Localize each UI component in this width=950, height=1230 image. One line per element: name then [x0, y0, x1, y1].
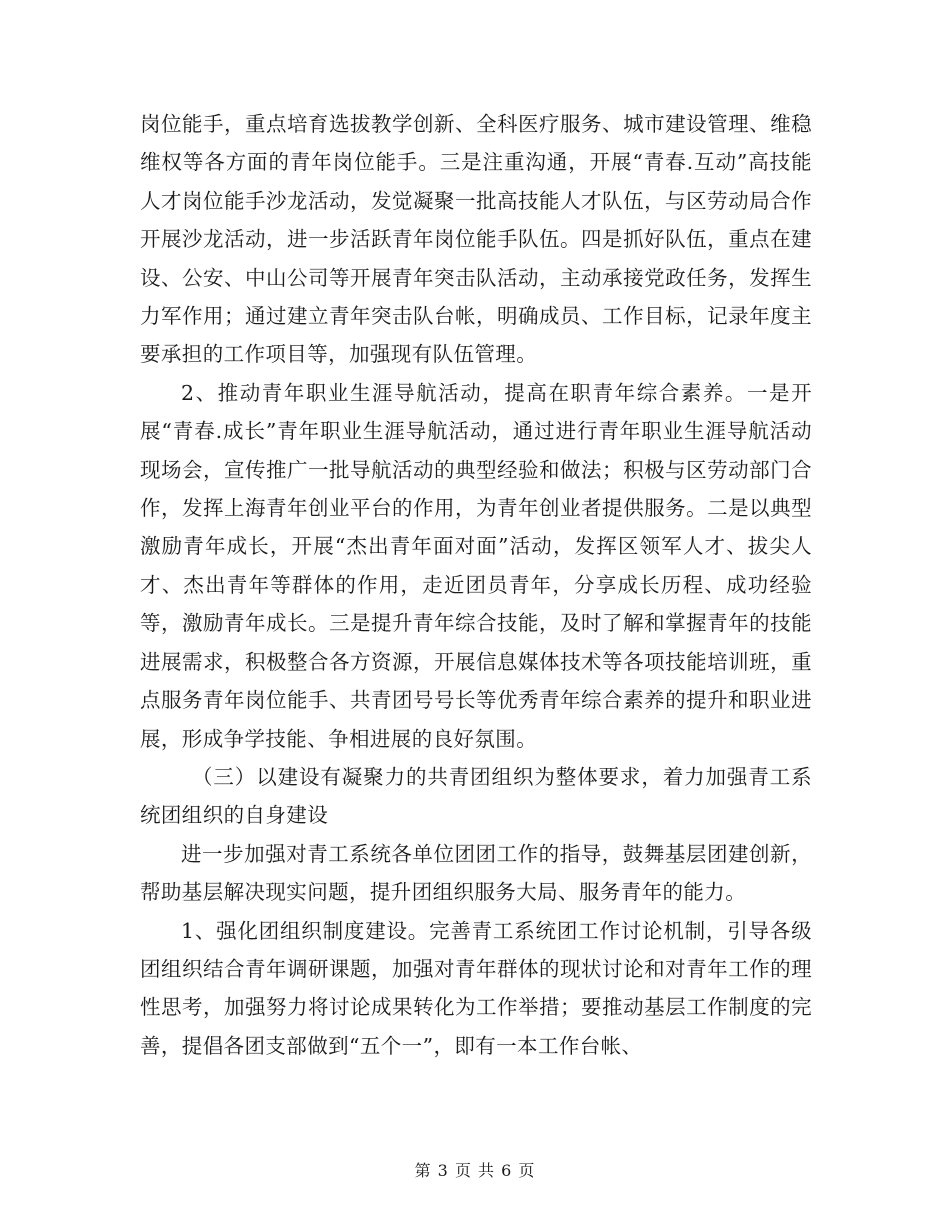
section-heading-3: （三）以建设有凝聚力的共青团组织为整体要求，着力加强青工系统团组织的自身建设	[140, 764, 812, 828]
footer-prefix: 第	[414, 1161, 432, 1180]
footer-current-page: 3	[437, 1161, 449, 1180]
paragraph-5: 1、强化团组织制度建设。完善青工系统团工作讨论机制，引导各级团组织结合青年调研课题，加强对青年群体的现状讨论和对青年工作的理性思考，加强努力将讨论成果转化为工作举措；要推动基层工作制度的完善，提倡各团支部做到“五个一”，即有一本工作台帐、	[140, 918, 812, 1058]
paragraph-2: 2、推动青年职业生涯导航活动，提高在职青年综合素养。一是开展“青春.成长”青年职业生涯导航活动，通过进行青年职业生涯导航活动现场会，宣传推广一批导航活动的典型经验和做法；积极与区劳动部门合作，发挥上海青年创业平台的作用，为青年创业者提供服务。二是以典型激励青年成长，开展“杰出青年面对面”活动，发挥区领军人才、拔尖人才、杰出青年等群体的作用，走近团员青年，分享成长历程、成功经验等，激励青年成长。三是提升青年综合技能，及时了解和掌握青年的技能进展需求，积极整合各方资源，开展信息媒体技术等各项技能培训班，重点服务青年岗位能手、共青团号号长等优秀青年综合素养的提升和职业进展，形成争学技能、争相进展的良好氛围。	[140, 380, 812, 751]
paragraph-4: 进一步加强对青工系统各单位团团工作的指导，鼓舞基层团建创新，帮助基层解决现实问题，提升团组织服务大局、服务青年的能力。	[140, 841, 812, 905]
document-body	[140, 105, 812, 1065]
footer-middle: 页 共	[454, 1161, 496, 1180]
footer-suffix: 页	[518, 1161, 536, 1180]
paragraph-1: 岗位能手，重点培育选拔教学创新、全科医疗服务、城市建设管理、维稳维权等各方面的青年岗位能手。三是注重沟通，开展“青春.互动”高技能人才岗位能手沙龙活动，发觉凝聚一批高技能人才队伍，与区劳动局合作开展沙龙活动，进一步活跃青年岗位能手队伍。四是抓好队伍，重点在建设、公安、中山公司等开展青年突击队活动，主动承接党政任务，发挥生力军作用；通过建立青年突击队台帐，明确成员、工作目标，记录年度主要承担的工作项目等，加强现有队伍管理。	[140, 112, 812, 367]
footer-total-pages: 6	[501, 1161, 513, 1180]
page-footer	[0, 1158, 950, 1181]
